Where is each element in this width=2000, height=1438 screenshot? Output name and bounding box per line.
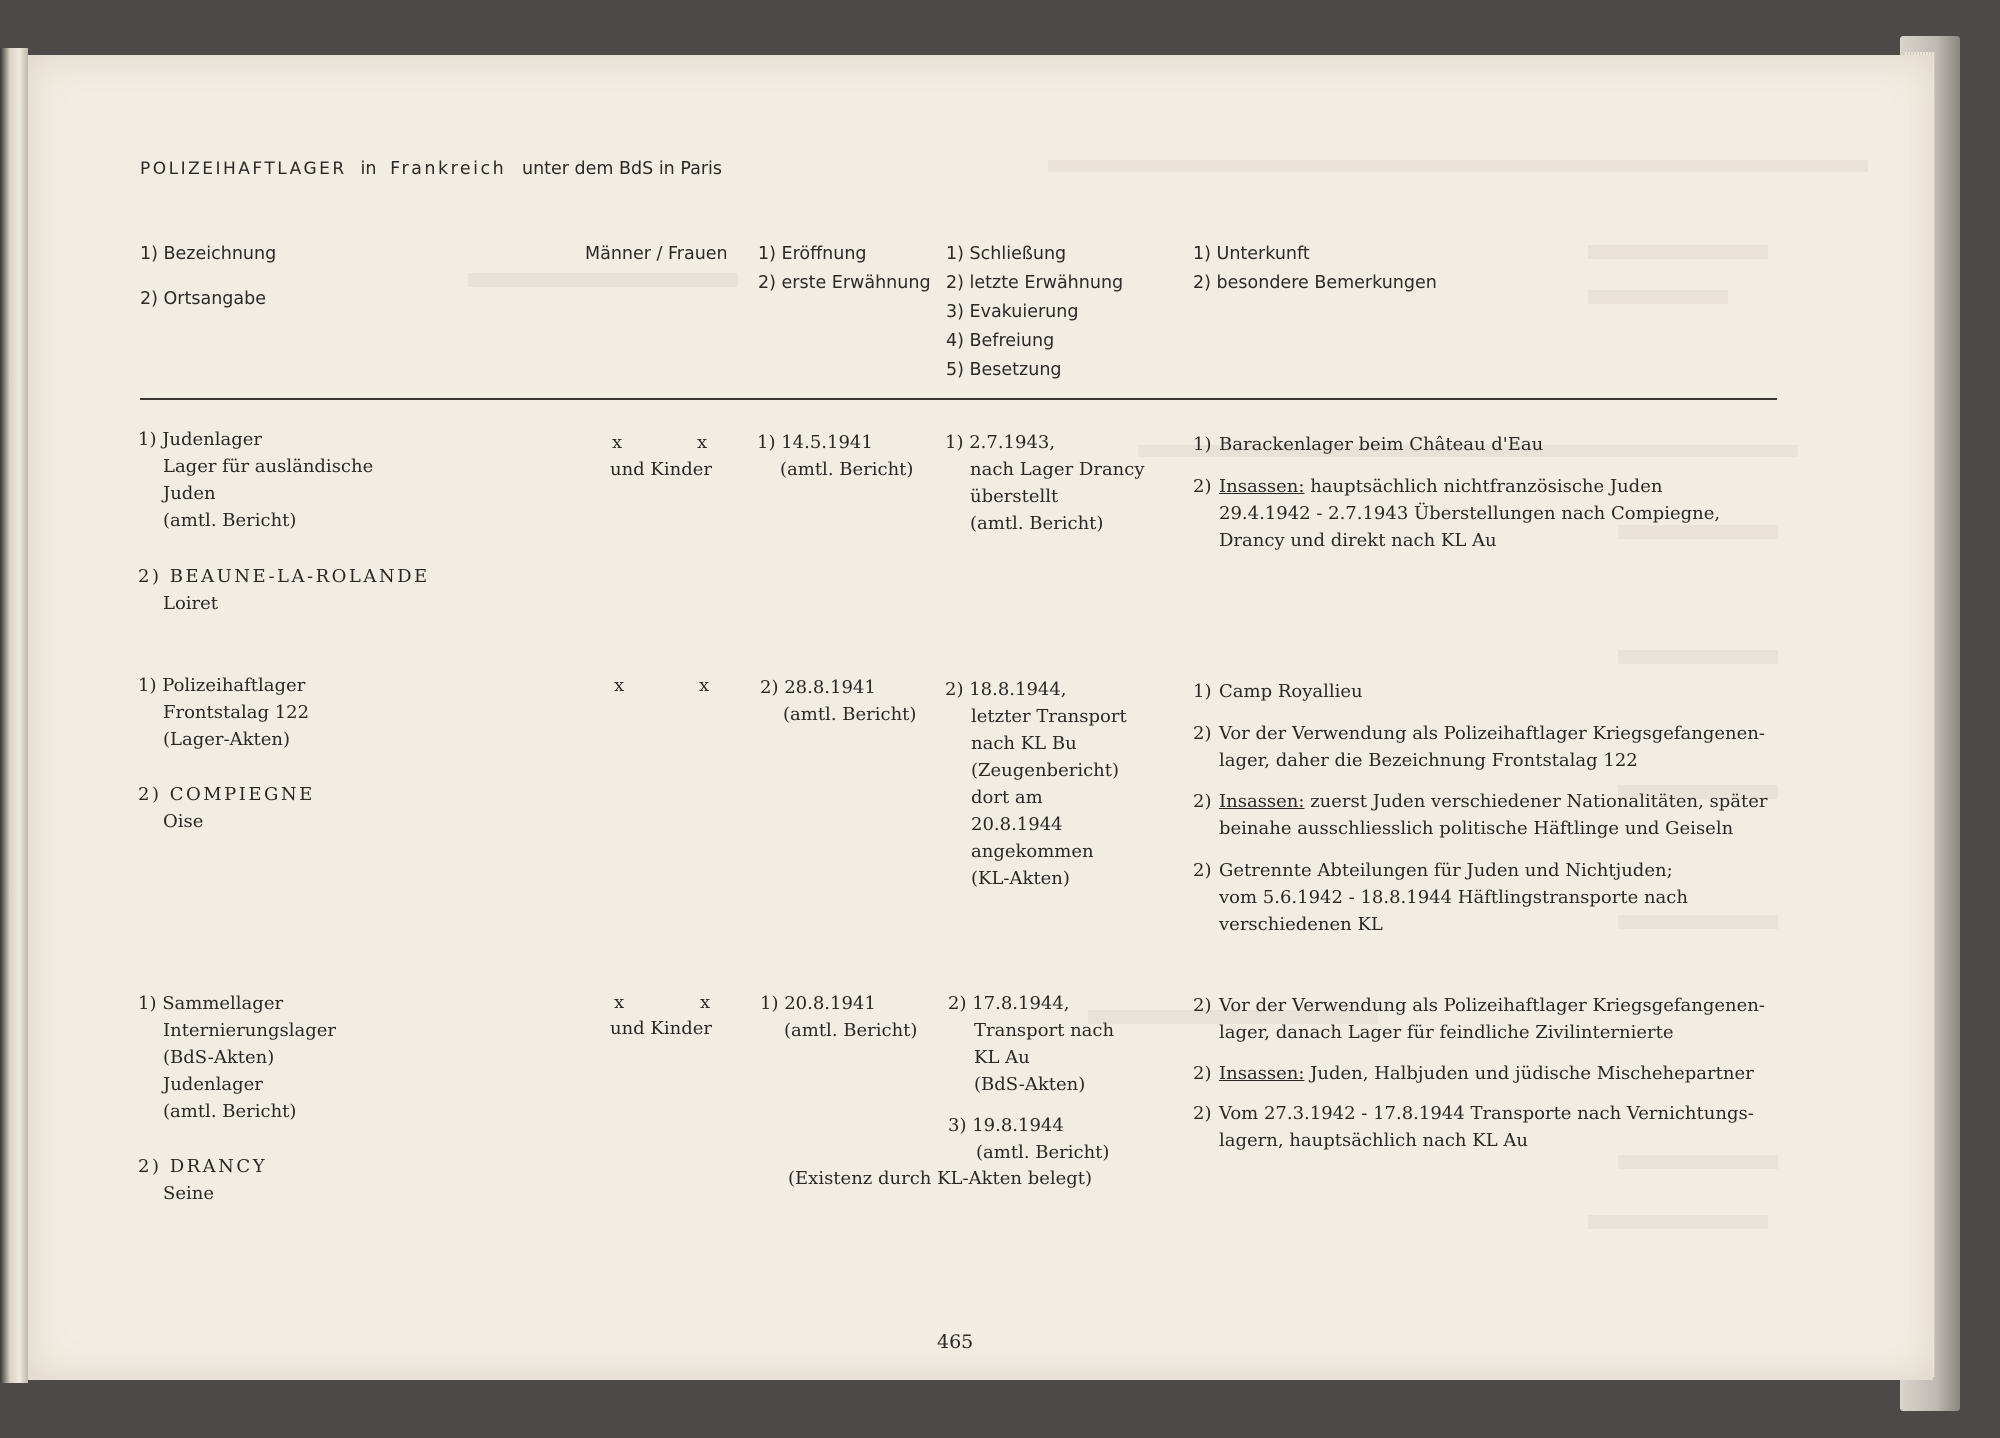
title-part-1: POLIZEIHAFTLAGER — [140, 159, 347, 179]
opening-date: 2) 28.8.1941 — [760, 677, 876, 698]
remark-label: Insassen: — [1219, 476, 1305, 497]
closing-line: 1) 2.7.1943, — [945, 432, 1056, 453]
remark-number: 2) — [1193, 1103, 1212, 1124]
remark-text: 29.4.1942 - 2.7.1943 Überstellungen nach Compiegne, — [1219, 503, 1721, 524]
remark-text: Getrennte Abteilungen für Juden und Nichtjuden; — [1219, 860, 1673, 881]
entry-name-line: (Lager-Akten) — [163, 729, 290, 750]
closing-line: angekommen — [971, 841, 1094, 862]
children-note: und Kinder — [610, 459, 713, 480]
column-header-maenner-frauen: Männer / Frauen — [585, 244, 728, 264]
remark-number: 2) — [1193, 860, 1212, 881]
entry-name-line: 1) Polizeihaftlager — [138, 675, 306, 696]
opening-date: 1) 20.8.1941 — [760, 993, 876, 1014]
remark-text: vom 5.6.1942 - 18.8.1944 Häftlingstransporte nach — [1219, 887, 1688, 908]
closing-line: 20.8.1944 — [971, 814, 1063, 835]
entry-name-line: Juden — [163, 483, 216, 504]
entry-name-line: (amtl. Bericht) — [163, 1101, 297, 1122]
entry-name-line: Frontstalag 122 — [163, 702, 310, 723]
women-mark: x — [697, 432, 708, 453]
opening-date: 1) 14.5.1941 — [757, 432, 873, 453]
men-mark: x — [612, 432, 623, 453]
remark-label: Insassen: — [1219, 791, 1305, 812]
remark-item — [1193, 992, 1765, 1019]
entry-name-line: Internierungslager — [163, 1020, 337, 1041]
closing-line: 2) 17.8.1944, — [948, 993, 1070, 1014]
remark-text: Camp Royallieu — [1219, 681, 1363, 702]
existence-note: (Existenz durch KL-Akten belegt) — [788, 1168, 1093, 1189]
column-header-ortsangabe: 2) Ortsangabe — [140, 289, 266, 309]
remark-number: 2) — [1193, 995, 1212, 1016]
page-title — [140, 155, 722, 184]
women-mark: x — [700, 992, 711, 1013]
remark-number: 2) — [1193, 791, 1212, 812]
column-header-bemerkungen: 2) besondere Bemerkungen — [1193, 273, 1437, 293]
entry-name-line: (BdS-Akten) — [163, 1047, 275, 1068]
entry-name-line: (amtl. Bericht) — [163, 510, 297, 531]
remark-label: Insassen: — [1219, 1063, 1305, 1084]
closing-line: letzter Transport — [971, 706, 1127, 727]
remark-item — [1193, 473, 1662, 500]
entry-place-region: Seine — [163, 1183, 214, 1204]
evacuation-source: (amtl. Bericht) — [976, 1142, 1110, 1163]
remark-text: Juden, Halbjuden und jüdische Mischehepartner — [1310, 1063, 1754, 1084]
column-header-unterkunft: 1) Unterkunft — [1193, 244, 1310, 264]
column-header-eroeffnung: 1) Eröffnung — [758, 244, 867, 264]
children-note: und Kinder — [610, 1018, 713, 1039]
closing-line: 2) 18.8.1944, — [945, 679, 1067, 700]
remark-text: Barackenlager beim Château d'Eau — [1219, 434, 1544, 455]
column-header-befreiung: 4) Befreiung — [946, 331, 1055, 351]
remark-text: Vor der Verwendung als Polizeihaftlager Kriegsgefangenen- — [1219, 995, 1765, 1016]
title-part-2: in — [360, 159, 377, 179]
remark-item — [1193, 1100, 1754, 1127]
remark-item — [1193, 431, 1543, 458]
remark-number: 2) — [1193, 723, 1212, 744]
title-part-4: unter dem BdS in Paris — [521, 159, 723, 179]
men-mark: x — [614, 675, 625, 696]
remark-item — [1193, 857, 1673, 884]
remark-item — [1193, 1060, 1754, 1087]
opening-source: (amtl. Bericht) — [783, 704, 917, 725]
remark-item — [1193, 788, 1768, 815]
closing-line: überstellt — [970, 486, 1059, 507]
remark-number: 1) — [1193, 434, 1212, 455]
header-rule — [140, 398, 1777, 400]
closing-line: Transport nach — [974, 1020, 1115, 1041]
remark-text: hauptsächlich nichtfranzösische Juden — [1310, 476, 1663, 497]
closing-line: (Zeugenbericht) — [971, 760, 1120, 781]
remark-text: Vom 27.3.1942 - 17.8.1944 Transporte nach Vernichtungs- — [1219, 1103, 1754, 1124]
closing-line: nach KL Bu — [971, 733, 1077, 754]
remark-number: 2) — [1193, 1063, 1212, 1084]
remark-text: zuerst Juden verschiedener Nationalitäten, später — [1310, 791, 1768, 812]
women-mark: x — [699, 675, 710, 696]
entry-place-region: Oise — [163, 811, 204, 832]
entry-name-line: Lager für ausländische — [163, 456, 374, 477]
closing-line: (BdS-Akten) — [974, 1074, 1086, 1095]
column-header-erste-erwaehnung: 2) erste Erwähnung — [758, 273, 931, 293]
entry-name-line: Judenlager — [163, 1074, 263, 1095]
entry-name-line: 1) Judenlager — [138, 429, 263, 450]
entry-name-line: 1) Sammellager — [138, 993, 284, 1014]
remark-text: Vor der Verwendung als Polizeihaftlager Kriegsgefangenen- — [1219, 723, 1765, 744]
remark-text: lager, daher die Bezeichnung Frontstalag 122 — [1219, 750, 1638, 771]
remark-text: lager, danach Lager für feindliche Zivilinternierte — [1219, 1022, 1674, 1043]
entry-place-region: Loiret — [163, 593, 219, 614]
closing-line: (amtl. Bericht) — [970, 513, 1104, 534]
remark-text: beinahe ausschliesslich politische Häftlinge und Geiseln — [1219, 818, 1734, 839]
entry-place-name: 2) BEAUNE-LA-ROLANDE — [138, 566, 430, 587]
book-binding — [0, 48, 28, 1383]
opening-source: (amtl. Bericht) — [784, 1020, 918, 1041]
remark-item — [1193, 720, 1765, 747]
opening-source: (amtl. Bericht) — [780, 459, 914, 480]
column-header-letzte-erwaehnung: 2) letzte Erwähnung — [946, 273, 1124, 293]
column-header-schliessung: 1) Schließung — [946, 244, 1067, 264]
column-header-besetzung: 5) Besetzung — [946, 360, 1062, 380]
entry-place-name: 2) COMPIEGNE — [138, 784, 315, 805]
remark-text: Drancy und direkt nach KL Au — [1219, 530, 1497, 551]
evacuation-date: 3) 19.8.1944 — [948, 1115, 1064, 1136]
closing-line: KL Au — [974, 1047, 1030, 1068]
men-mark: x — [614, 992, 625, 1013]
closing-line: dort am — [971, 787, 1043, 808]
remark-number: 2) — [1193, 476, 1212, 497]
entry-place-name: 2) DRANCY — [138, 1156, 268, 1177]
column-header-evakuierung: 3) Evakuierung — [946, 302, 1079, 322]
page-number: 465 — [937, 1331, 974, 1353]
column-header-bezeichnung: 1) Bezeichnung — [140, 244, 277, 264]
remark-item — [1193, 678, 1363, 705]
remark-text: lagern, hauptsächlich nach KL Au — [1219, 1130, 1528, 1151]
closing-line: (KL-Akten) — [971, 868, 1070, 889]
title-part-3: Frankreich — [390, 159, 507, 179]
closing-line: nach Lager Drancy — [970, 459, 1145, 480]
remark-text: verschiedenen KL — [1219, 914, 1383, 935]
remark-number: 1) — [1193, 681, 1212, 702]
